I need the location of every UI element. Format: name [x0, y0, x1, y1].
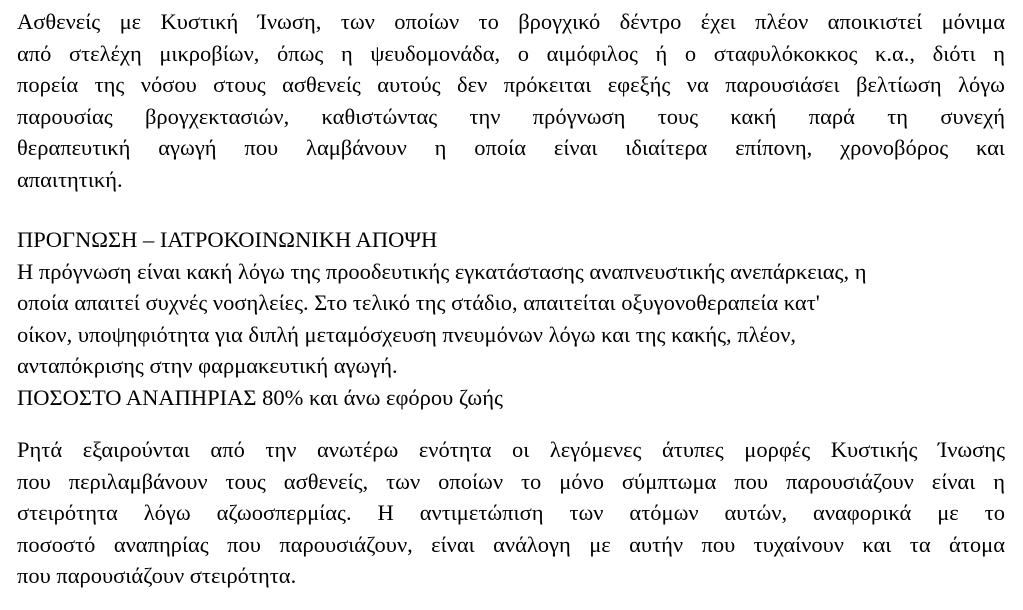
paragraph-atypical-forms	[17, 434, 1005, 592]
paragraph-line: στειρότητα λόγω αζωοσπερμίας. Η αντιμετώπιση των ατόμων αυτών, αναφορικά με το	[17, 500, 1005, 526]
paragraph-line: ποσοστό αναπηρίας που παρουσιάζουν, είναι ανάλογη με αυτήν που τυχαίνουν και τα άτομα	[17, 531, 1005, 557]
paragraph-line: που περιλαμβάνουν τους ασθενείς, των οποίων το μόνο σύμπτωμα που παρουσιάζουν είναι η	[17, 468, 1005, 494]
paragraph-line: οίκον, υποψηφιότητα για διπλή μεταμόσχευση πνευμόνων λόγω και της κακής, πλέον,	[17, 321, 797, 347]
section-prognosis	[17, 224, 1005, 414]
paragraph-line: πορεία της νόσου στους ασθενείς αυτούς δεν πρόκειται εφεξής να παρουσιάσει βελτίωση λόγω	[17, 72, 1005, 98]
paragraph-cystic-fibrosis-colonized	[17, 6, 1005, 196]
paragraph-line: οποία απαιτεί συχνές νοσηλείες. Στο τελικό της στάδιο, απαιτείται οξυγονοθεραπεία κατ'	[17, 290, 820, 316]
paragraph-line: παρουσίας βρογχεκτασιών, καθιστώντας την πρόγνωση τους κακή παρά τη συνεχή	[17, 103, 1005, 129]
paragraph-line: που παρουσιάζουν στειρότητα.	[17, 563, 297, 589]
paragraph-line: θεραπευτική αγωγή που λαμβάνουν η οποία είναι ιδιαίτερα επίπονη, χρονοβόρος και	[17, 135, 1005, 161]
disability-rate: ΠΟΣΟΣΤΟ ΑΝΑΠΗΡΙΑΣ 80% και άνω εφόρου ζωής	[17, 384, 503, 410]
paragraph-line: απαιτητική.	[17, 166, 123, 192]
paragraph-line: ανταπόκρισης στην φαρμακευτική αγωγή.	[17, 353, 398, 379]
section-heading: ΠΡΟΓΝΩΣΗ – ΙΑΤΡΟΚΟΙΝΩΝΙΚΗ ΑΠΟΨΗ	[17, 227, 438, 252]
paragraph-line: Ασθενείς με Κυστική Ίνωση, των οποίων το βρογχικό δέντρο έχει πλέον αποικιστεί μόνιμα	[17, 9, 1005, 34]
paragraph-line: από στελέχη μικροβίων, όπως η ψευδομονάδα, ο αιμόφιλος ή ο σταφυλόκοκκος κ.α., διότι η	[17, 40, 1005, 66]
paragraph-line: Η πρόγνωση είναι κακή λόγω της προοδευτικής εγκατάστασης αναπνευστικής ανεπάρκειας, η	[17, 258, 867, 284]
paragraph-line: Ρητά εξαιρούνται από την ανωτέρω ενότητα οι λεγόμενες άτυπες μορφές Κυστικής Ίνωσης	[17, 437, 1005, 462]
